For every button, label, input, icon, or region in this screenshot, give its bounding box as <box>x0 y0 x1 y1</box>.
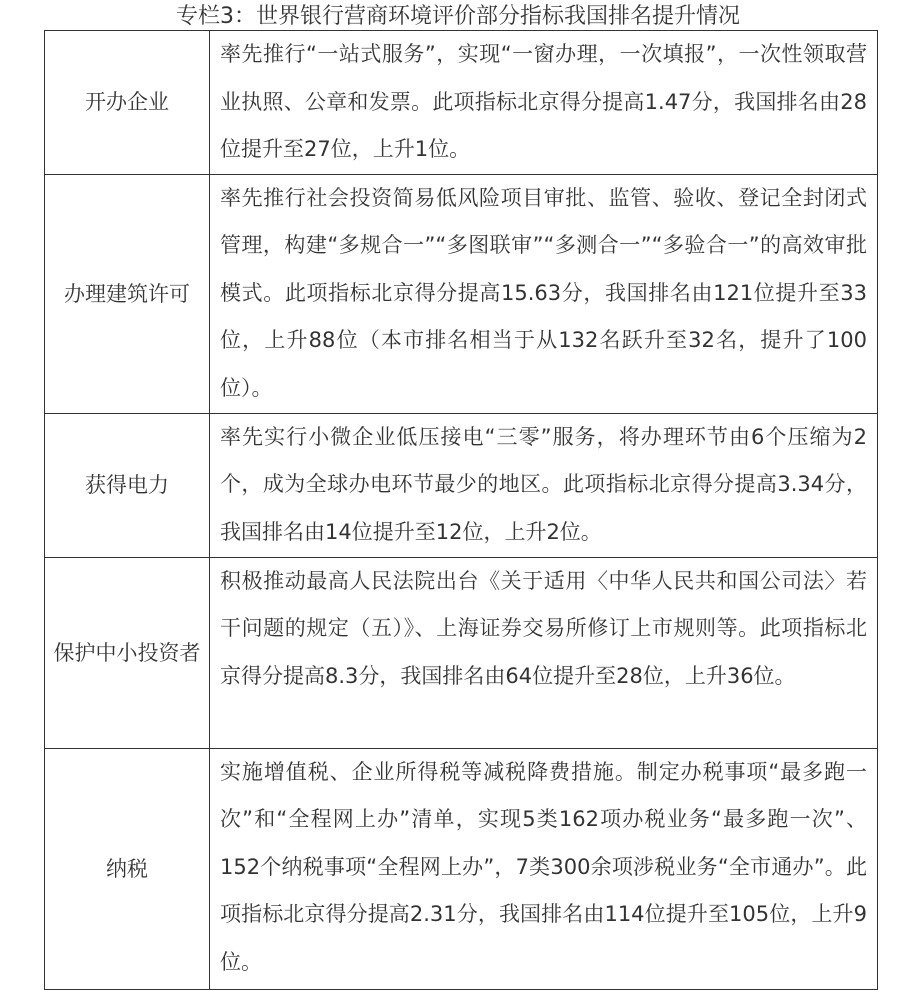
row-content: 率先实行小微企业低压接电“三零”服务，将办理环节由6个压缩为2个，成为全球办电环节最少的地区。此项指标北京得分提高3.34分，我国排名由14位提升至12位，上升2位。 <box>210 413 878 557</box>
row-label-cell <box>45 413 210 557</box>
row-label-cell <box>45 174 210 413</box>
indicator-table <box>44 30 878 990</box>
table-row <box>45 748 878 989</box>
row-content: 率先推行社会投资简易低风险项目审批、监管、验收、登记全封闭式管理，构建“多规合一”“多图联审”“多测合一”“多验合一”的高效审批模式。此项指标北京得分提高15.63分，我国排名由121位提升至33位，上升88位（本市排名相当于从132名跃升至32名，提升了100位）。 <box>210 174 878 413</box>
table-row <box>45 174 878 413</box>
page-title: 专栏3：世界银行营商环境评价部分指标我国排名提升情况 <box>176 4 740 29</box>
row-label-cell <box>45 748 210 989</box>
row-content: 率先推行“一站式服务”，实现“一窗办理，一次填报”，一次性领取营业执照、公章和发票。此项指标北京得分提高1.47分，我国排名由28位提升至27位，上升1位。 <box>210 31 878 175</box>
row-label: 保护中小投资者 <box>53 640 201 665</box>
row-label-cell <box>45 557 210 748</box>
row-label: 开办企业 <box>85 90 169 115</box>
row-label: 获得电力 <box>85 473 169 497</box>
table-row <box>45 413 878 557</box>
table-row <box>45 557 878 748</box>
table-row <box>45 31 878 175</box>
row-label: 纳税 <box>106 856 148 881</box>
row-content: 实施增值税、企业所得税等减税降费措施。制定办税事项“最多跑一次”和“全程网上办”清单，实现5类162项办税业务“最多跑一次”、152个纳税事项“全程网上办”，7类300余项涉税业务“全市通办”。此项指标北京得分提高2.31分，我国排名由114位提升至105位，上升9位。 <box>210 748 878 989</box>
row-content: 积极推动最高人民法院出台《关于适用〈中华人民共和国公司法〉若干问题的规定（五）》、上海证券交易所修订上市规则等。此项指标北京得分提高8.3分，我国排名由64位提升至28位，上升36位。 <box>210 557 878 748</box>
row-label: 办理建筑许可 <box>64 281 190 306</box>
row-label-cell <box>45 31 210 175</box>
